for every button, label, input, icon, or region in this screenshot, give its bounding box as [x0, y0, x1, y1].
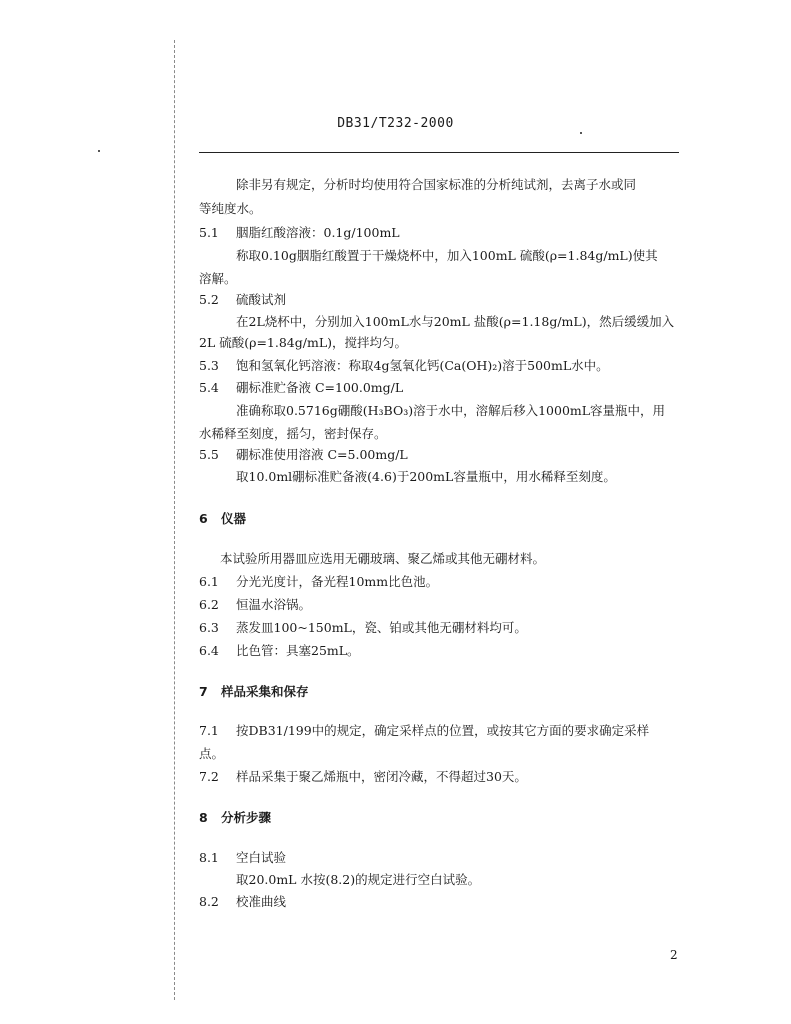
clause-text: 样品采集于聚乙烯瓶中，密闭冷藏，不得超过30天。: [236, 769, 527, 784]
clause-number: 5.5: [199, 447, 219, 462]
clause-number: 6.2: [199, 597, 219, 612]
clause-5-2-line1: 在2L烧杯中，分别加入100mL水与20mL 盐酸(ρ=1.18g/mL)，然后缓缓加入: [236, 314, 675, 329]
clause-5-3: [199, 357, 609, 375]
clause-6-3: [199, 619, 527, 637]
clause-text: 蒸发皿100~150mL，瓷、铂或其他无硼材料均可。: [236, 620, 527, 635]
clause-text: 比色管：具塞25mL。: [236, 643, 360, 658]
clause-5-2: [199, 291, 286, 309]
clause-5-5: [199, 446, 408, 464]
section-title: 样品采集和保存: [221, 684, 309, 699]
clause-6-1: [199, 573, 438, 591]
section-number: 7: [199, 684, 208, 699]
clause-number: 5.3: [199, 358, 219, 373]
clause-5-1-line1: 称取0.10g胭脂红酸置于干燥烧杯中，加入100mL 硫酸(ρ=1.84g/mL)使其: [236, 248, 658, 263]
standard-code: DB31/T232-2000: [337, 116, 454, 131]
header-rule: [199, 152, 679, 153]
clause-5-2-line2: 2L 硫酸(ρ=1.84g/mL)，搅拌均匀。: [199, 335, 408, 350]
clause-5-4: [199, 379, 403, 397]
clause-text: 恒温水浴锅。: [236, 597, 312, 612]
clause-6-4: [199, 642, 360, 660]
clause-5-4-line2: 水稀释至刻度，摇匀，密封保存。: [199, 426, 387, 441]
section-number: 6: [199, 511, 208, 526]
clause-6-2: [199, 596, 311, 614]
clause-title: 空白试验: [236, 850, 287, 865]
clause-title: 校准曲线: [236, 894, 287, 909]
scan-speck: [580, 132, 582, 134]
scan-speck: [98, 150, 100, 152]
clause-7-1-line2: 点。: [199, 746, 225, 761]
clause-number: 8.1: [199, 850, 219, 865]
clause-number: 6.1: [199, 574, 219, 589]
clause-7-2: [199, 768, 527, 786]
reagent-intro-line1: 除非另有规定，分析时均使用符合国家标准的分析纯试剂，去离子水或同: [236, 177, 637, 192]
clause-8-1: [199, 849, 286, 867]
section-6-heading: [199, 510, 246, 528]
clause-title: 硫酸试剂: [236, 292, 287, 307]
clause-title: 硼标准使用溶液 C=5.00mg/L: [236, 447, 408, 462]
clause-number: 7.1: [199, 723, 219, 738]
clause-text: 按DB31/199中的规定，确定采样点的位置，或按其它方面的要求确定采样: [236, 723, 650, 738]
clause-number: 5.1: [199, 225, 219, 240]
clause-8-1-line1: 取20.0mL 水按(8.2)的规定进行空白试验。: [236, 872, 481, 887]
clause-5-1-line2: 溶解。: [199, 271, 237, 286]
clause-number: 5.4: [199, 380, 219, 395]
clause-title: 胭脂红酸溶液：0.1g/100mL: [236, 225, 400, 240]
section-title: 仪器: [221, 511, 247, 526]
clause-5-5-line1: 取10.0ml硼标准贮备液(4.6)于200mL容量瓶中，用水稀释至刻度。: [236, 469, 616, 484]
clause-number: 7.2: [199, 769, 219, 784]
page-number: 2: [670, 948, 678, 962]
clause-text: 分光光度计，备光程10mm比色池。: [236, 574, 439, 589]
apparatus-intro: 本试验所用器皿应选用无硼玻璃、聚乙烯或其他无硼材料。: [220, 551, 546, 566]
section-7-heading: [199, 683, 309, 701]
clause-5-4-line1: 准确称取0.5716g硼酸(H₃BO₃)溶于水中，溶解后移入1000mL容量瓶中，用: [236, 403, 666, 418]
reagent-intro-line2: 等纯度水。: [199, 201, 262, 216]
section-number: 8: [199, 810, 208, 825]
clause-title: 硼标准贮备液 C=100.0mg/L: [236, 380, 404, 395]
clause-number: 8.2: [199, 894, 219, 909]
clause-5-1: [199, 224, 400, 242]
binding-margin-line: [174, 40, 175, 1000]
clause-8-2: [199, 893, 286, 911]
section-8-heading: [199, 809, 271, 827]
clause-number: 6.4: [199, 643, 219, 658]
clause-7-1: [199, 722, 649, 740]
clause-number: 5.2: [199, 292, 219, 307]
section-title: 分析步骤: [221, 810, 272, 825]
clause-text: 饱和氢氧化钙溶液：称取4g氢氧化钙(Ca(OH)₂)溶于500mL水中。: [236, 358, 609, 373]
clause-number: 6.3: [199, 620, 219, 635]
